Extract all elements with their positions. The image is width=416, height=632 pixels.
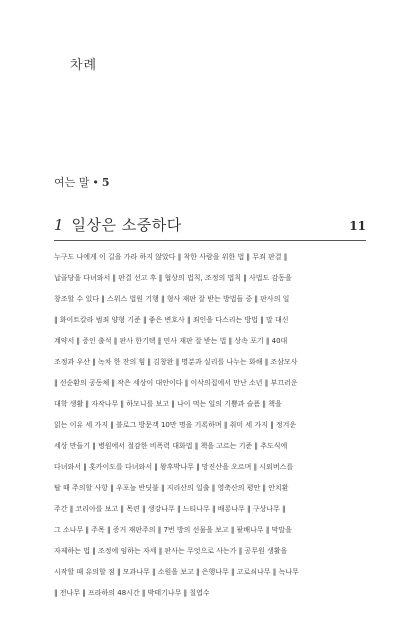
toc-line: 창조할 수 있다 ‖ 스위스 법원 기행 ‖ 형사 재판 잘 받는 방법들 중 ‖ 판사의 일 (54, 295, 290, 303)
toc-line: ‖ 화이트칼라 범죄 양형 기준 ‖ 좋은 변호사 ‖ 죄인을 다스리는 방법 ‖ 말 대신 (54, 316, 289, 324)
chapter-page-number: 11 (349, 219, 366, 233)
toc-line: 계약서 ‖ 증인 출석 ‖ 판사 한기택 ‖ 민사 재판 잘 받는 법 ‖ 상속 포기 ‖ 40대 (54, 337, 288, 345)
chapter-heading[interactable] (54, 214, 366, 235)
toc-line: ‖ 선순환의 공동체 ‖ 작은 세상이 대안이다 ‖ 이삭의집에서 만난 소년 ‖ 부끄러운 (54, 379, 298, 387)
page-title: 차례 (70, 58, 98, 73)
chapter-title: 일상은 소중하다 (71, 216, 182, 234)
preface-entry[interactable] (54, 174, 110, 190)
chapter-number: 1 (54, 216, 64, 234)
toc-line: 대학 생활 ‖ 자작나무 ‖ 하모니를 보고 ‖ 나이 먹는 일의 기쁨과 슬픔 ‖ 책을 (54, 400, 282, 408)
toc-line: 시작할 때 유의할 점 ‖ 모과나무 ‖ 소원을 보고 ‖ 은행나무 ‖ 고로쇠나무 ‖ 녹나무 (54, 568, 299, 576)
preface-page-number: 5 (101, 176, 110, 189)
toc-line: 세상 만들기 ‖ 병원에서 절감한 비폭력 대화법 ‖ 책을 고르는 기준 ‖ 추도식에 (54, 442, 288, 450)
toc-line: 자제하는 법 ‖ 조정에 임하는 자세 ‖ 판사는 무엇으로 사는가 ‖ 공무원 생활을 (54, 547, 288, 555)
toc-line: ‖ 전나무 ‖ 프라하의 48시간 ‖ 박태기나무 ‖ 칠엽수 (54, 589, 210, 597)
toc-line: 납골당을 다녀와서 ‖ 판결 선고 후 ‖ 협상의 법칙, 조정의 법칙 ‖ 사법도 감동을 (54, 274, 292, 282)
toc-line: 그 소나무 ‖ 주목 ‖ 증거 재판주의 ‖ 7번 방의 선물을 보고 ‖ 팥배나무 ‖ 막말을 (54, 526, 292, 534)
chapter-divider (54, 240, 366, 241)
separator-dot: • (92, 176, 99, 189)
toc-line: 다녀와서 ‖ 홋카이도를 다녀와서 ‖ 왕후박나무 ‖ 망진산을 오르며 ‖ 시외버스를 (54, 463, 294, 471)
toc-line: 읽는 이유 세 가지 ‖ 블로그 방문객 10만 명을 기록하며 ‖ 취미 세 가지 ‖ 정겨운 (54, 421, 297, 429)
toc-line: 주간 ‖ 코리아를 보고 ‖ 목련 ‖ 생강나무 ‖ 느티나무 ‖ 배롱나무 ‖ 구상나무 ‖ (54, 505, 286, 513)
toc-line: 누구도 나에게 이 길을 가라 하지 않았다 ‖ 착한 사람을 위한 법 ‖ 무죄 판결 ‖ (54, 253, 288, 261)
toc-entry-list (54, 247, 374, 604)
preface-label: 여는 말 (54, 176, 90, 189)
toc-line: 조정과 우산 ‖ 녹차 한 잔의 힘 ‖ 김창완 ‖ 명분과 실리를 나누는 화해 ‖ 조삼모사 (54, 358, 298, 366)
toc-line: 탈 때 주의할 사항 ‖ 우포늪 반딧불 ‖ 지리산의 일출 ‖ 영축산의 평안 ‖ 안치환 (54, 484, 289, 492)
